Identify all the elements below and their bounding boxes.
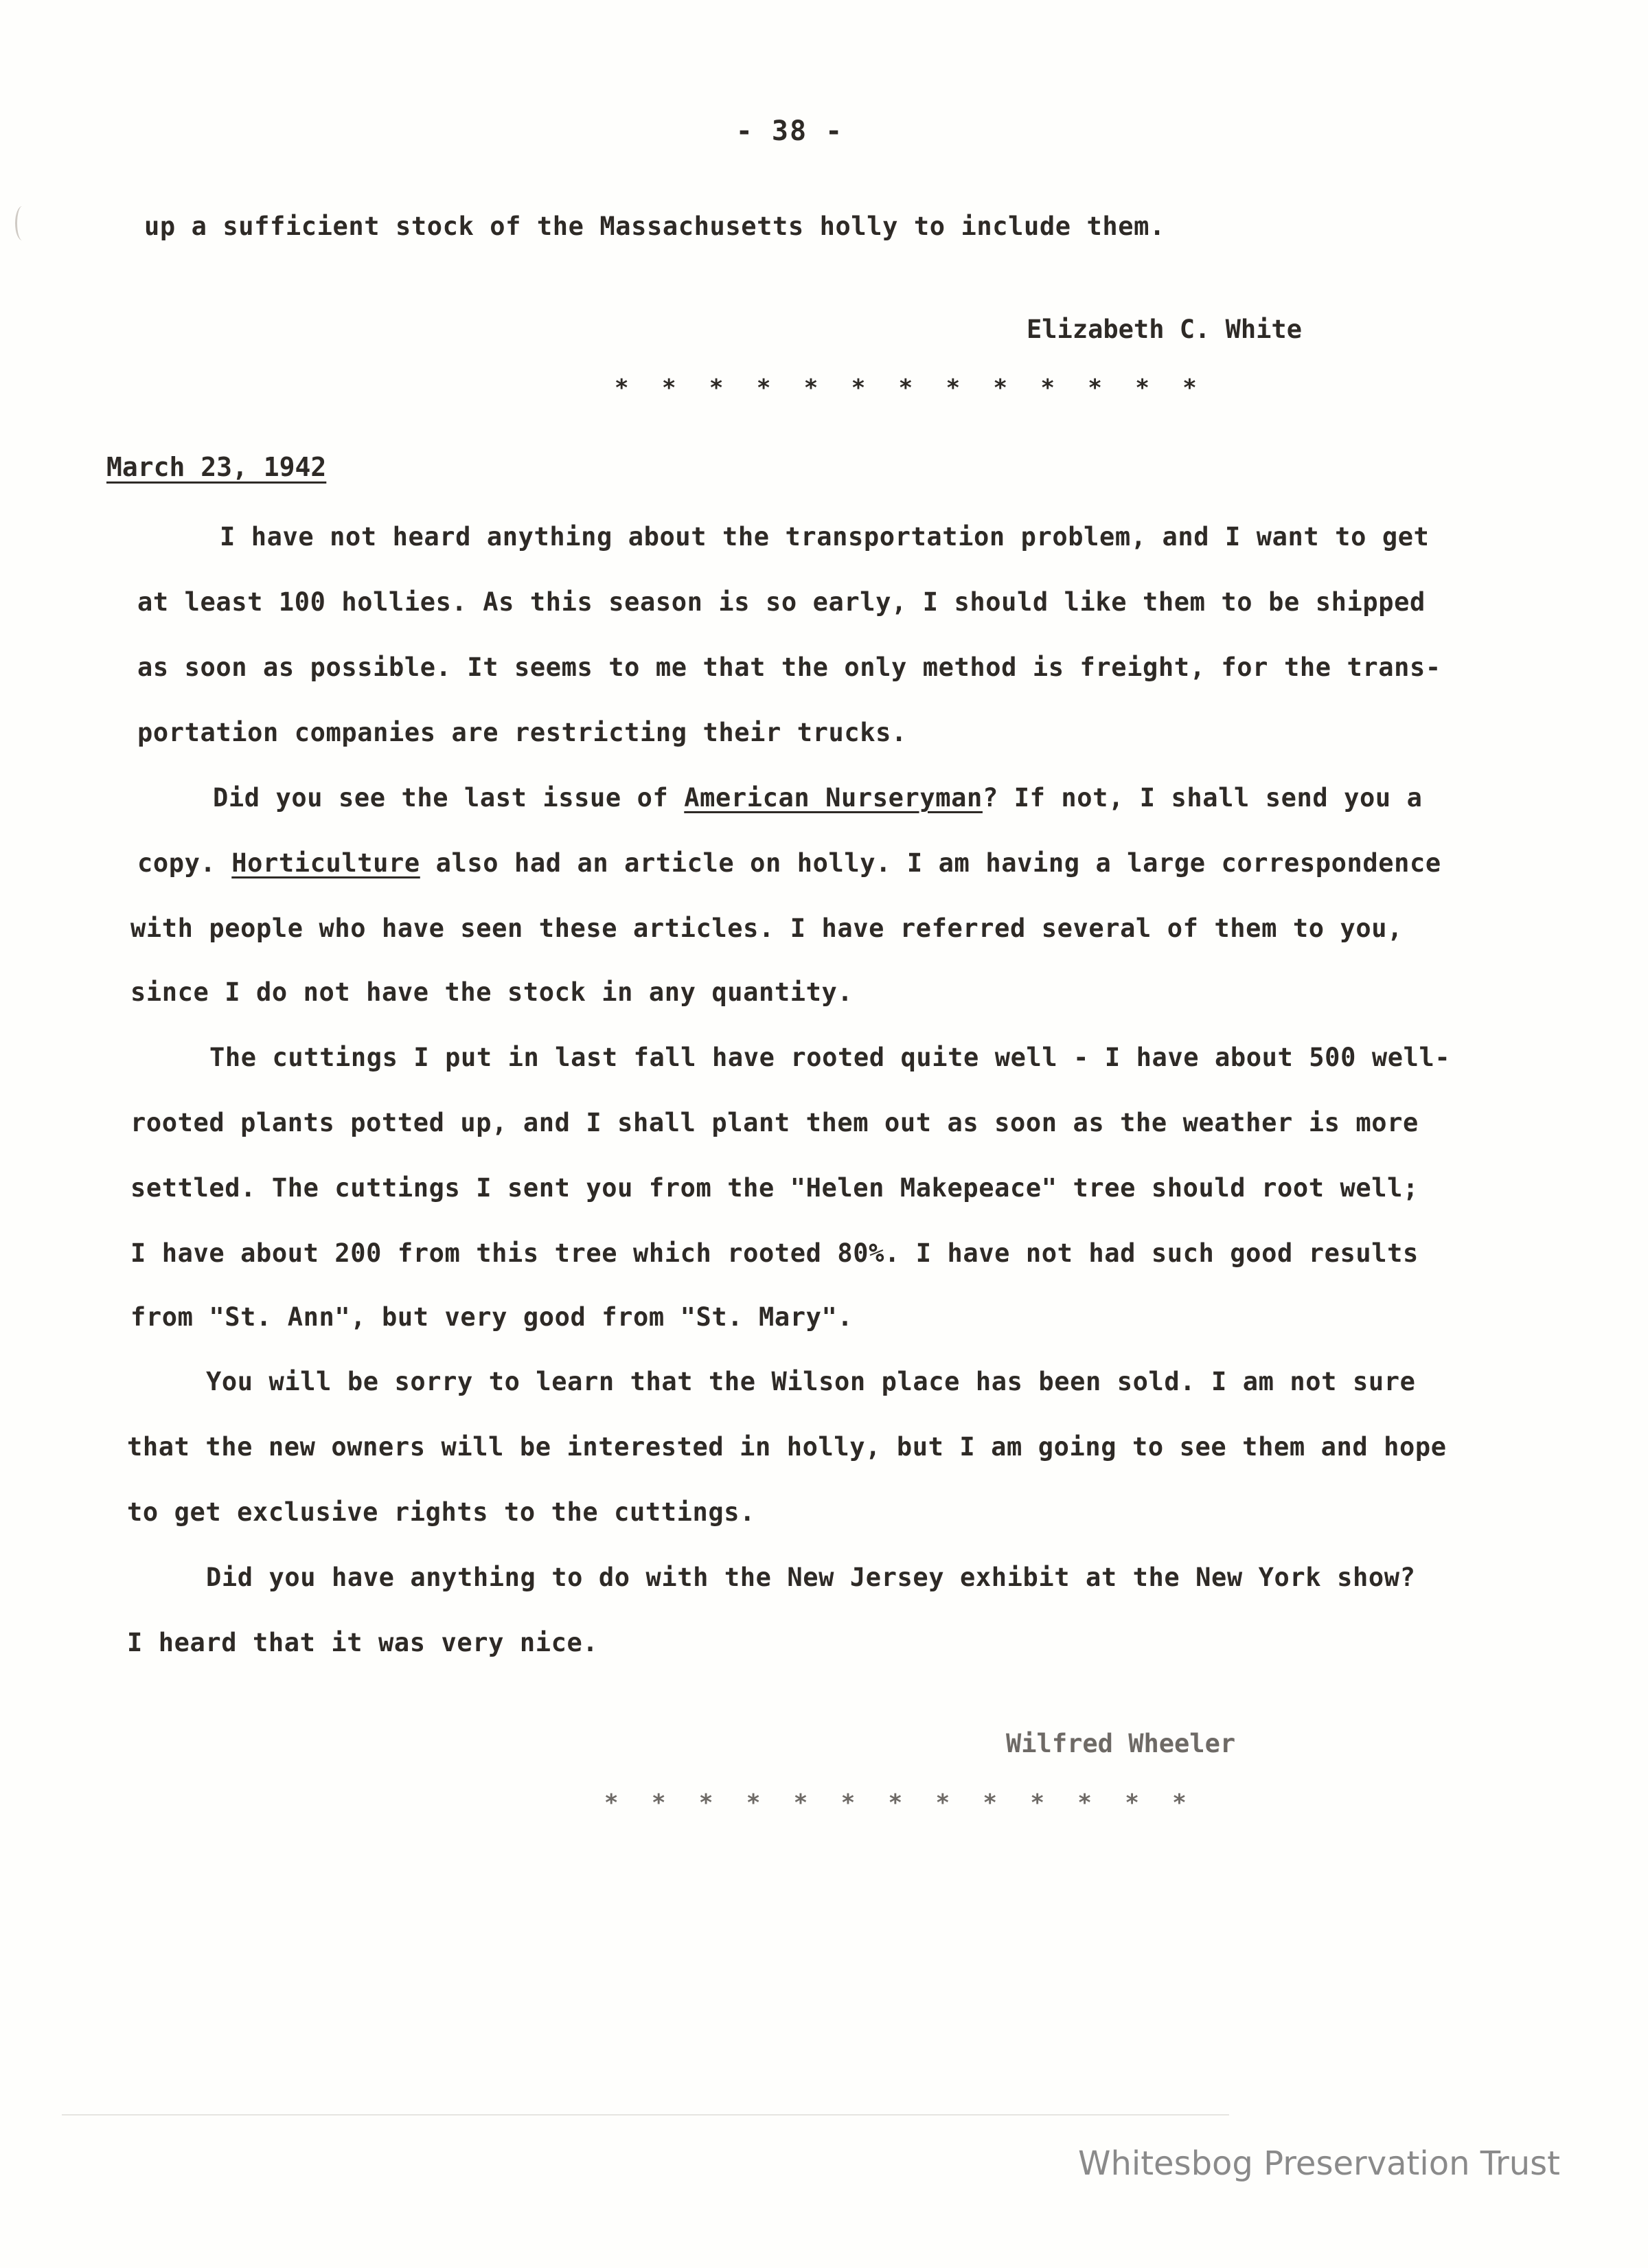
paragraph-3-line-1: The cuttings I put in last fall have rooted quite well - I have about 500 well-	[209, 1043, 1451, 1072]
magazine-title-american-nurseryman: American Nurseryman	[684, 783, 983, 813]
paragraph-4-line-1: You will be sorry to learn that the Wilson place has been sold. I am not sure	[206, 1367, 1416, 1396]
continuation-line: up a sufficient stock of the Massachusetts holly to include them.	[144, 212, 1165, 241]
scan-edge-line	[62, 2114, 1229, 2116]
paper-edge-mark	[15, 206, 30, 240]
watermark: Whitesbog Preservation Trust	[1078, 2144, 1560, 2183]
page-number: - 38 -	[735, 115, 844, 147]
paragraph-3-line-3: settled. The cuttings I sent you from the "Helen Makepeace" tree should root well;	[130, 1173, 1419, 1203]
paragraph-1-line-1: I have not heard anything about the transportation problem, and I want to get	[220, 522, 1430, 552]
letter-date: March 23, 1942	[106, 452, 327, 482]
paragraph-2-line-2-prefix: copy.	[137, 848, 232, 878]
paragraph-2-line-3: with people who have seen these articles. I have referred several of them to you,	[130, 914, 1403, 943]
paragraph-1-line-3: as soon as possible. It seems to me that the only method is freight, for the trans-	[137, 653, 1441, 682]
paragraph-3-line-5: from "St. Ann", but very good from "St. Mary".	[130, 1302, 854, 1332]
paragraph-1-line-4: portation companies are restricting their trucks.	[137, 718, 907, 747]
paragraph-2-line-4: since I do not have the stock in any quantity.	[130, 977, 854, 1007]
paragraph-5-line-2: I heard that it was very nice.	[127, 1628, 599, 1657]
section-divider-end: * * * * * * * * * * * * *	[604, 1789, 1196, 1817]
second-signature: Wilfred Wheeler	[1006, 1729, 1236, 1758]
paragraph-2-line-2	[137, 848, 1441, 878]
paragraph-2-line-2-suffix: also had an article on holly. I am having a large correspondence	[420, 848, 1441, 878]
section-divider: * * * * * * * * * * * * *	[615, 374, 1206, 402]
paragraph-4-line-2: that the new owners will be interested in holly, but I am going to see them and hope	[127, 1432, 1447, 1462]
first-signature: Elizabeth C. White	[1027, 315, 1302, 344]
paragraph-2-line-1-suffix: ? If not, I shall send you a	[982, 783, 1423, 813]
paragraph-2-line-1	[213, 783, 1422, 813]
paragraph-2-line-1-prefix: Did you see the last issue of	[213, 783, 685, 813]
paragraph-3-line-2: rooted plants potted up, and I shall plant them out as soon as the weather is more	[130, 1108, 1419, 1137]
magazine-title-horticulture: Horticulture	[231, 848, 420, 878]
paragraph-5-line-1: Did you have anything to do with the New Jersey exhibit at the New York show?	[206, 1563, 1416, 1592]
paragraph-4-line-3: to get exclusive rights to the cuttings.	[127, 1497, 756, 1527]
paragraph-3-line-4: I have about 200 from this tree which rooted 80%. I have not had such good results	[130, 1238, 1419, 1268]
paragraph-1-line-2: at least 100 hollies. As this season is so early, I should like them to be shipped	[137, 587, 1426, 617]
